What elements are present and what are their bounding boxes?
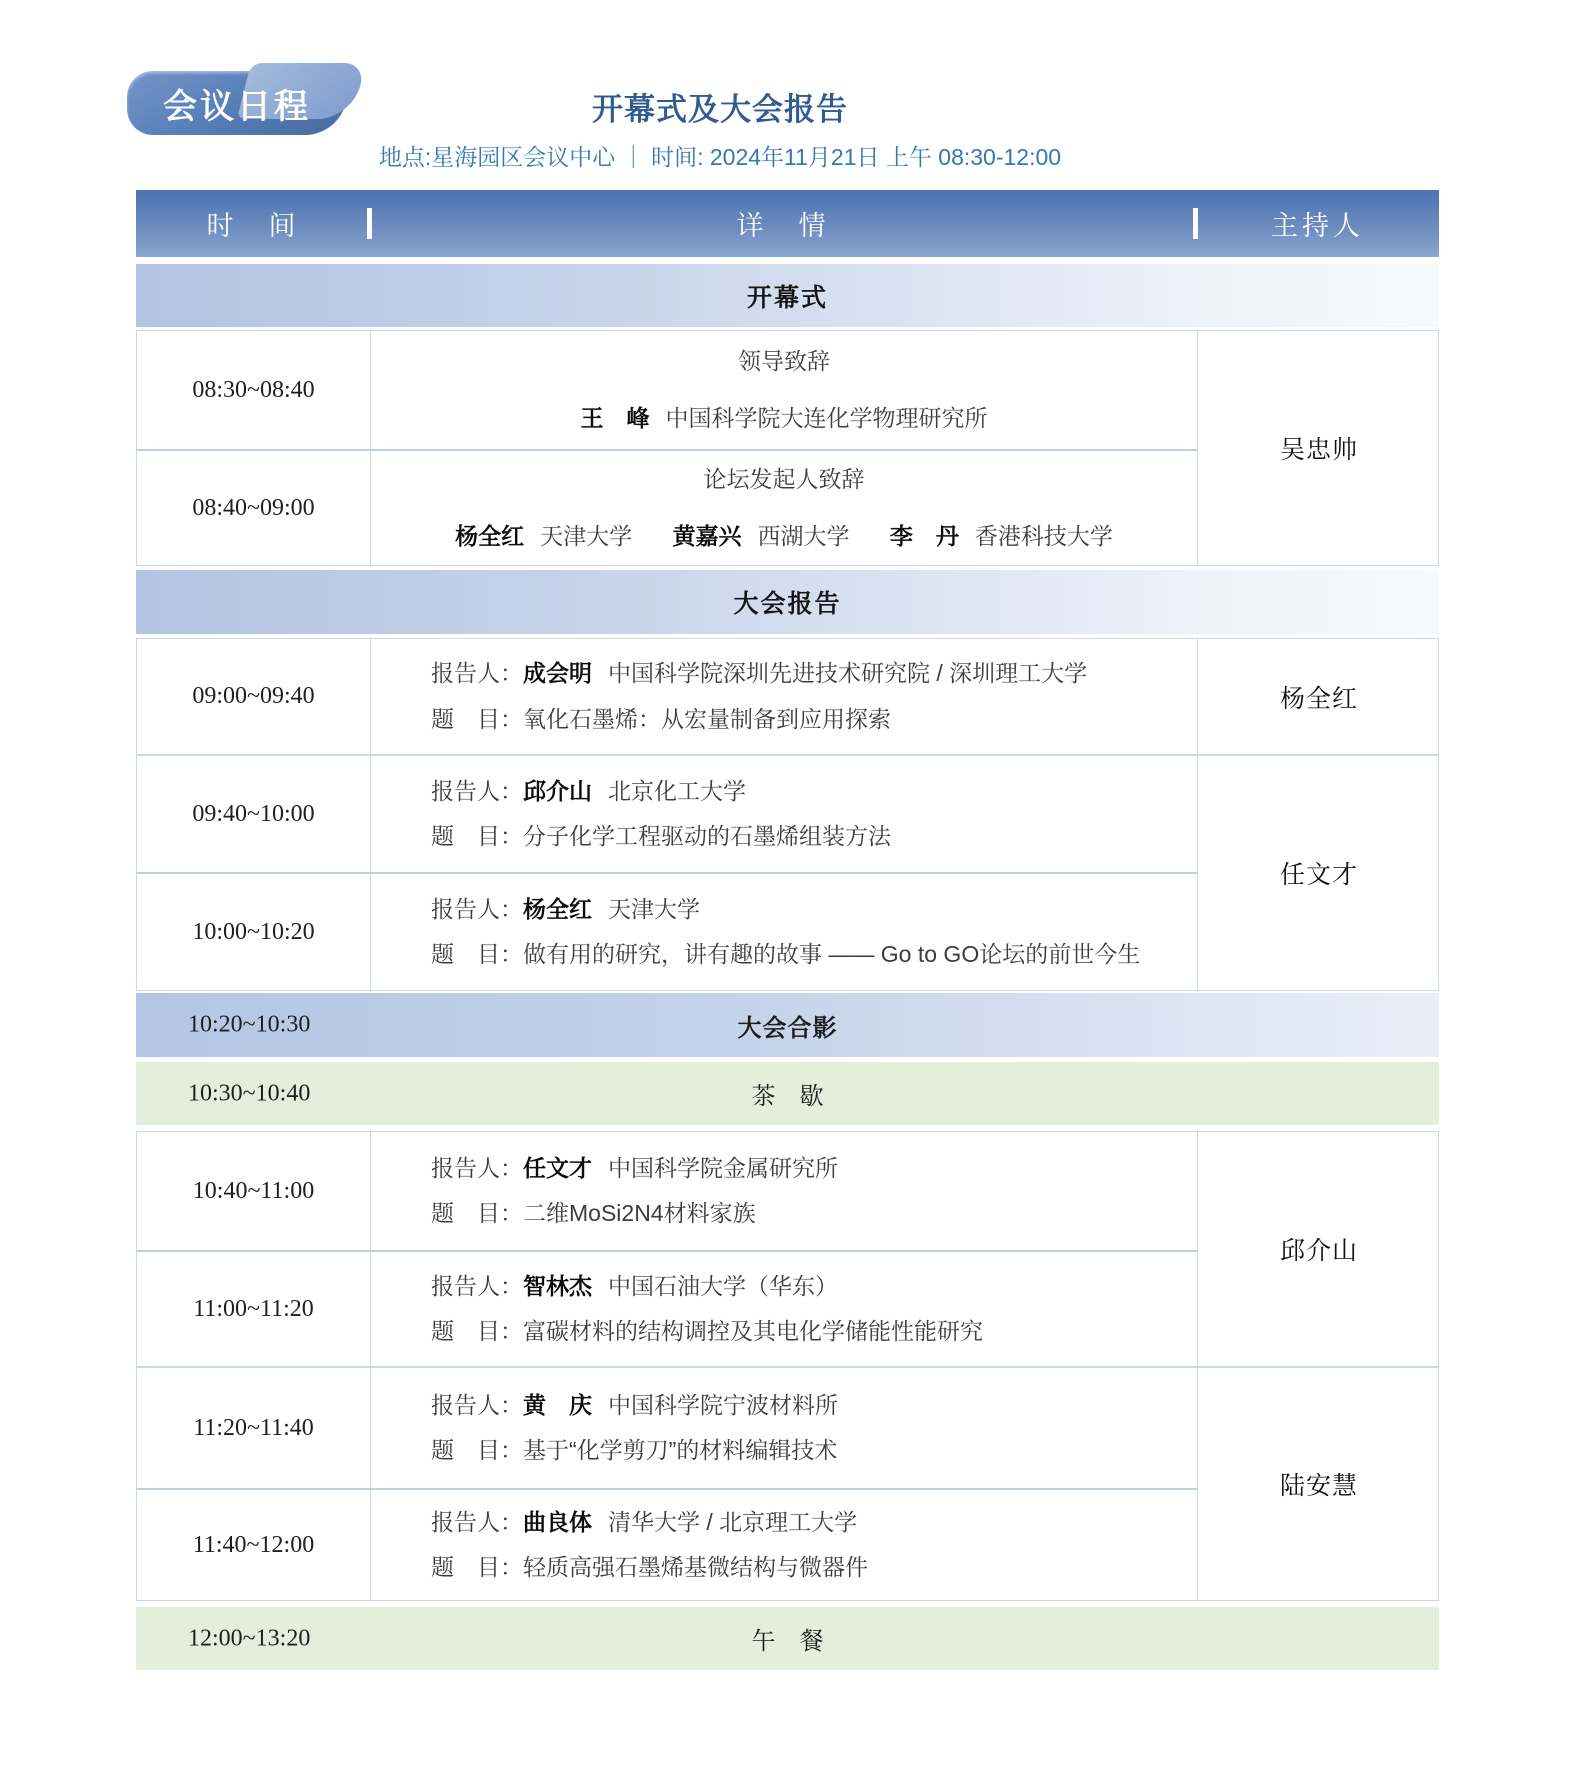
topic-label: 题 目： (431, 823, 523, 849)
speaker-line (455, 520, 1113, 553)
column-separator (367, 208, 372, 239)
topic-label: 题 目： (431, 1437, 523, 1463)
speaker-line (431, 1506, 1197, 1539)
speaker-affiliation: 香港科技大学 (974, 523, 1113, 549)
speaker-name: 任文才 (523, 1154, 592, 1181)
topic-text: 氧化石墨烯：从宏量制备到应用探索 (523, 705, 891, 732)
chair-cell: 陆安慧 (1197, 1368, 1440, 1600)
section-band-opening: 开幕式 (136, 264, 1439, 327)
speaker-line (431, 775, 1197, 808)
speaker-affiliation: 中国科学院宁波材料所 (608, 1391, 838, 1418)
time-cell: 10:20~10:30 (188, 1011, 311, 1038)
event-title: 论坛发起人致辞 (703, 465, 865, 492)
event-title: 领导致辞 (738, 347, 830, 374)
speaker-name: 智林杰 (523, 1272, 592, 1299)
speaker-affiliation: 中国科学院大连化学物理研究所 (665, 405, 988, 431)
detail-cell (371, 872, 1197, 990)
speaker-affiliation: 中国科学院金属研究所 (608, 1154, 838, 1181)
topic-label: 题 目： (431, 941, 523, 967)
speaker-name: 曲良体 (523, 1508, 592, 1535)
topic-label: 题 目： (431, 1200, 523, 1226)
row-group-opening (136, 330, 1439, 566)
topic-text: 做有用的研究，讲有趣的故事 —— Go to GO论坛的前世今生 (523, 941, 1141, 967)
speaker-name: 黄嘉兴 (672, 523, 742, 549)
time-cell: 10:30~10:40 (188, 1080, 311, 1106)
speaker-line (431, 1389, 1197, 1422)
speaker-affiliation: 北京化工大学 (608, 777, 746, 804)
topic-text: 分子化学工程驱动的石墨烯组装方法 (523, 823, 891, 849)
speaker-label: 报告人： (431, 895, 523, 922)
row-group-talks (136, 1367, 1439, 1601)
topic-line (431, 820, 1197, 853)
topic-line (431, 1315, 1197, 1348)
speaker-label: 报告人： (431, 1508, 523, 1535)
speaker-line (431, 1270, 1197, 1303)
row-group-talks (136, 755, 1439, 991)
time-cell: 10:40~11:00 (137, 1132, 371, 1250)
special-row-label: 午 餐 (751, 1628, 824, 1655)
speaker-name: 邱介山 (523, 777, 592, 804)
speaker-name: 杨全红 (523, 895, 592, 922)
schedule-table (136, 190, 1439, 1670)
speaker-label: 报告人： (431, 777, 523, 804)
special-row-lunch (136, 1607, 1439, 1670)
page-subtitle: 地点:星海园区会议中心 ｜ 时间: 2024年11月21日 上午 08:30-12:00 (378, 144, 1062, 170)
schedule-badge (127, 71, 347, 135)
speaker-name: 李 丹 (889, 523, 959, 549)
detail-cell (371, 1368, 1197, 1488)
speaker-affiliation: 天津大学 (540, 523, 633, 549)
speaker-line (431, 657, 1197, 690)
time-cell: 09:00~09:40 (137, 639, 371, 754)
detail-cell (371, 1132, 1197, 1250)
time-cell: 12:00~13:20 (188, 1625, 311, 1651)
topic-text: 富碳材料的结构调控及其电化学储能性能研究 (523, 1318, 983, 1344)
speaker-affiliation: 清华大学 / 北京理工大学 (608, 1508, 858, 1535)
topic-text: 二维MoSi2N4材料家族 (523, 1200, 756, 1226)
column-header-detail: 详 情 (736, 211, 830, 241)
speaker-affiliation: 天津大学 (608, 895, 700, 922)
chair-cell: 吴忠帅 (1197, 331, 1440, 565)
row-group-talks (136, 638, 1439, 755)
divider (136, 257, 1439, 264)
table-header-row (136, 190, 1439, 257)
time-cell: 11:20~11:40 (137, 1368, 371, 1488)
time-cell: 10:00~10:20 (137, 872, 371, 990)
time-cell: 11:00~11:20 (137, 1250, 371, 1366)
speaker-line (431, 1152, 1197, 1185)
special-row-label: 茶 歇 (751, 1083, 824, 1110)
detail-cell (371, 1488, 1197, 1600)
speaker-name: 成会明 (523, 660, 592, 687)
time-cell: 11:40~12:00 (137, 1488, 371, 1600)
topic-label: 题 目： (431, 705, 523, 732)
speaker-name: 王 峰 (580, 405, 650, 431)
topic-text: 基于“化学剪刀”的材料编辑技术 (523, 1437, 838, 1463)
time-cell: 09:40~10:00 (137, 756, 371, 872)
speaker-label: 报告人： (431, 1272, 523, 1299)
page-title: 开幕式及大会报告 (592, 92, 848, 127)
page-header (365, 84, 1075, 172)
speaker-label: 报告人： (431, 1391, 523, 1418)
time-cell: 08:30~08:40 (137, 331, 371, 449)
speaker-affiliation: 西湖大学 (757, 523, 850, 549)
section-band-plenary: 大会报告 (136, 570, 1439, 634)
speaker-line (431, 893, 1197, 926)
schedule-badge-label: 会议日程 (163, 87, 311, 126)
column-header-time: 时 间 (206, 211, 300, 241)
topic-text: 轻质高强石墨烯基微结构与微器件 (523, 1554, 868, 1580)
detail-cell (371, 1250, 1197, 1366)
topic-line (431, 1197, 1197, 1230)
topic-line (431, 703, 1197, 736)
topic-label: 题 目： (431, 1318, 523, 1344)
special-row-label: 大会合影 (737, 1014, 838, 1042)
special-row-tea-break (136, 1062, 1439, 1125)
detail-cell (371, 639, 1197, 754)
column-header-chair: 主持人 (1271, 211, 1364, 241)
column-separator (1193, 208, 1198, 239)
chair-cell: 任文才 (1197, 756, 1440, 990)
speaker-name: 黄 庆 (523, 1391, 592, 1418)
chair-cell: 邱介山 (1197, 1132, 1440, 1366)
detail-cell (371, 449, 1197, 565)
speaker-label: 报告人： (431, 660, 523, 687)
topic-line (431, 938, 1197, 971)
speaker-name: 杨全红 (455, 523, 525, 549)
topic-line (431, 1434, 1197, 1467)
special-row-group-photo (136, 993, 1439, 1057)
detail-cell (371, 331, 1197, 449)
topic-label: 题 目： (431, 1554, 523, 1580)
detail-cell (371, 756, 1197, 872)
speaker-affiliation: 中国科学院深圳先进技术研究院 / 深圳理工大学 (608, 660, 1088, 687)
speaker-label: 报告人： (431, 1154, 523, 1181)
time-cell: 08:40~09:00 (137, 449, 371, 565)
row-group-talks (136, 1131, 1439, 1367)
speaker-line (581, 402, 988, 435)
chair-cell: 杨全红 (1197, 639, 1440, 754)
speaker-affiliation: 中国石油大学（华东） (608, 1272, 838, 1299)
topic-line (431, 1551, 1197, 1584)
